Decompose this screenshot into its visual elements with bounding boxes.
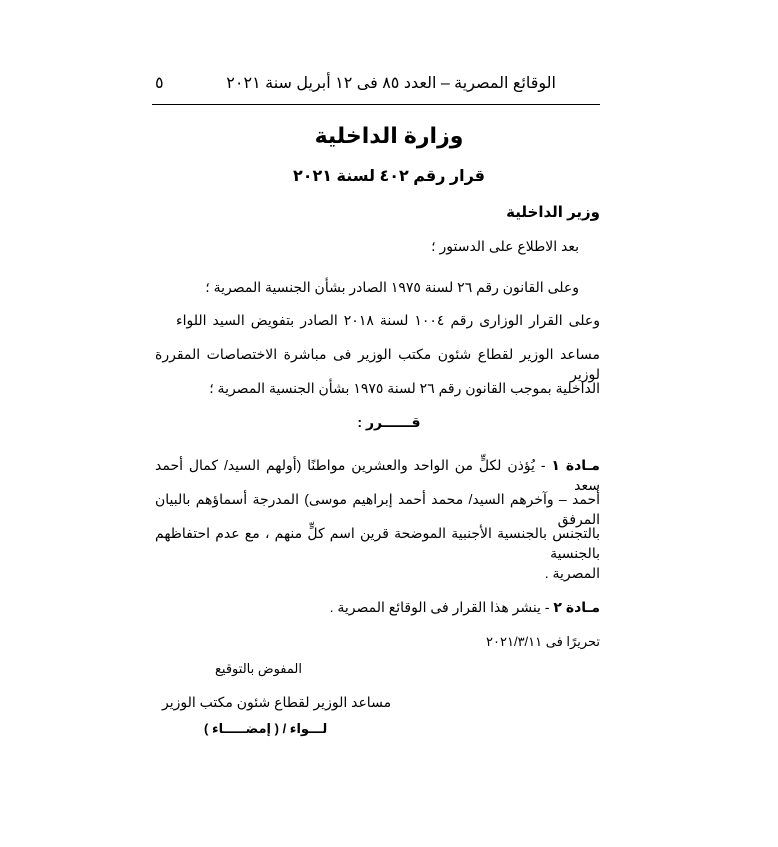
decides-heading: قــــــرر : bbox=[357, 414, 421, 430]
signature-signed: ( إمضـــــاء ) bbox=[204, 721, 279, 736]
issuer: وزير الداخلية bbox=[506, 204, 600, 221]
article-1-line: المصرية . bbox=[544, 565, 600, 581]
signature-rank: لـــواء / bbox=[282, 721, 328, 736]
preamble-line: مساعد الوزير لقطاع شئون مكتب الوزير فى مباشرة الاختصاصات المقررة لوزير bbox=[155, 346, 600, 382]
signature-delegate: المفوض بالتوقيع bbox=[215, 661, 302, 676]
signature-title: مساعد الوزير لقطاع شئون مكتب الوزير bbox=[162, 694, 392, 710]
signature bbox=[204, 719, 327, 739]
article-2-label: مـادة ٢ bbox=[553, 599, 600, 615]
preamble-line: وعلى القانون رقم ٢٦ لسنة ١٩٧٥ الصادر بشأن الجنسية المصرية ؛ bbox=[205, 279, 579, 295]
issue-date: تحريرًا فى ٢٠٢١/٣/١١ bbox=[486, 634, 600, 649]
article-2-text: - ينشر هذا القرار فى الوقائع المصرية . bbox=[329, 599, 554, 615]
article-2 bbox=[330, 597, 600, 617]
article-1-text: - يُؤذن لكلٍّ من الواحد والعشرين مواطنًا (أولهم السيد/ كمال أحمد سعد bbox=[155, 457, 600, 493]
decree-title: قرار رقم ٤٠٢ لسنة ٢٠٢١ bbox=[292, 168, 486, 185]
ministry-title: وزارة الداخلية bbox=[314, 123, 464, 148]
article-1-line: بالتجنس بالجنسية الأجنبية الموضحة قرين اسم كلٍّ منهم ، مع عدم احتفاظهم بالجنسية bbox=[155, 525, 600, 561]
article-1-label: مـادة ١ bbox=[551, 457, 600, 473]
preamble-line: وعلى القرار الوزارى رقم ١٠٠٤ لسنة ٢٠١٨ الصادر بتفويض السيد اللواء bbox=[176, 312, 601, 328]
preamble-line: الداخلية بموجب القانون رقم ٢٦ لسنة ١٩٧٥ بشأن الجنسية المصرية ؛ bbox=[209, 380, 600, 396]
preamble-line: بعد الاطلاع على الدستور ؛ bbox=[431, 238, 579, 254]
page-number: ٥ bbox=[155, 75, 164, 92]
header-divider bbox=[152, 104, 600, 105]
article-1-line: أحمد – وآخرهم السيد/ محمد أحمد إبراهيم موسى) المدرجة أسماؤهم بالبيان المرفق bbox=[155, 491, 600, 527]
header-title: الوقائع المصرية – العدد ٨٥ فى ١٢ أبريل سنة ٢٠٢١ bbox=[226, 75, 556, 92]
